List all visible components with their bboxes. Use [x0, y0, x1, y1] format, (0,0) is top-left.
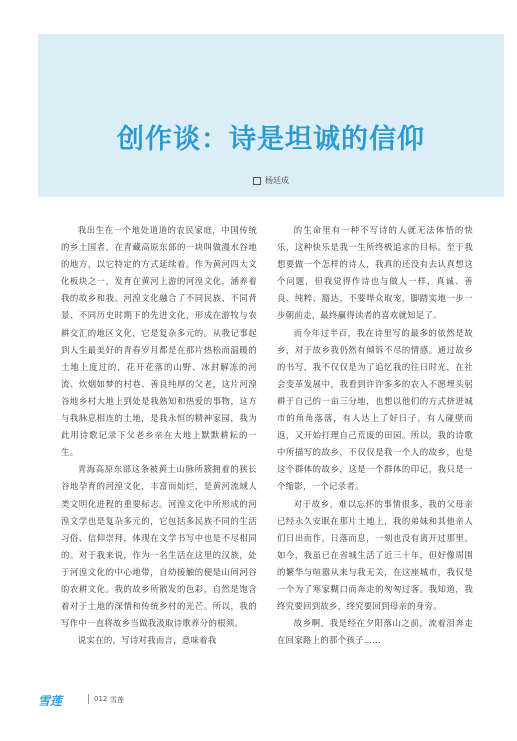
magazine-name: 雪莲	[110, 696, 124, 704]
article-column-left	[61, 222, 257, 649]
page-number: 012	[94, 695, 108, 703]
article-title: 创作谈：诗是坦诚的信仰	[117, 124, 425, 155]
paragraph: 故乡啊，我是经在夕阳落山之前，流着泪奔走在回家路上的那个孩子……	[277, 618, 473, 646]
byline-box-icon	[253, 177, 261, 185]
footer-divider	[88, 694, 89, 704]
paragraph: 对于故乡，难以忘怀的事情很多，我的父母亲已经永久安眠在那片土地上，我的弟妹和其他亲人们日出而作，日落而息，一刻也没有离开过那里。如今，我虽已在省城生活了近三十年，但好像周围的繁华与喧嚣从来与我无关，在这座城市，我仅是一个为了寒家糊口而奔走的匆匆过客。我知道，我终究要回到故乡，终究要回到母亲的身旁。	[277, 498, 473, 612]
paragraph: 我出生在一个地处道道的农民家庭，中国传统的乡土国者，在青藏高原东部的一块叫做漫水谷地的地方，以它特定的方式延续着。作为黄河四大文化板块之一，发育在黄河上游的河湟文化，涵养着我的故乡和我。河湟文化融合了不同民族、不同背景、不同历史时期下的先进文化，形成在游牧与农耕交汇的地区文化，它是复杂多元的。从我记事起到人生最美好的青春岁月都是在那片热松而温暖的土地上度过的，花开花落的山野、冰封解冻的河流、炊烟如梦的村巷、善良纯厚的父老，这片河湟谷地乡村大地上到处是我熟知和热爱的事物，这方与我脉息相连的土地，是我永恒的精神家园，我为此用诗歌记录下父老乡亲在大地上默默耕耘的一生。	[61, 225, 257, 458]
header-band	[38, 34, 504, 197]
paragraph: 说实在的，写诗对我而言，意味着我	[77, 635, 217, 646]
byline	[38, 175, 504, 186]
page-footer	[38, 692, 238, 708]
magazine-logo: 雪莲	[38, 694, 63, 708]
author-name: 杨廷成	[265, 176, 289, 185]
paragraph: 而今年过半百，我在诗里写的最多的依然是故乡，对于故乡我仍然有倾诉不尽的情感。通过故乡的书写，我不仅仅是为了追忆我的往日时光，在社会变革发展中，我看到许许多多的农人不愿埋头躬耕于自己的一亩三分地，也想以他们的方式挤进城市的角角落落，有人达上了好日子，有人碰壁而返，又开始打理自己荒废的田园。所以，我的诗歌中所描写的故乡，不仅仅是我一个人的故乡，也是这个群体的故乡，这是一个群体的印记，我只是一个缩影，一个记录者。	[277, 327, 473, 492]
paragraph: 的生命里有一种不写诗的人就无法体悟的快乐，这种快乐是我一生所终极追求的目标。至于我想要做一个怎样的诗人，我真的还没有去认真想这个问题，但我觉得作诗也与做人一样，真诚、善良、纯粹、豁达，不要哗众取宠，脚踏实地一步一步朝前走，最终赢得读者的喜欢就知足了。	[277, 225, 473, 321]
paragraph: 青海高原东部这条被黄土山脉所簇拥着的狭长谷地孕育的河湟文化，丰富而灿烂，是黄河流域人类文明化进程的重要标志。河湟文化中所形成的河湟文学也是复杂多元的，它包括多民族不同的生活习俗、信仰崇拜，体现在文学书写中也是不尽相同的。对于我来说，作为一名生活在这里的汉族，处于河湟文化的中心地带，自幼接触的便是山间河谷的农耕文化。我的故乡所散发的色彩，自然是饱含着对于土地的深情和传统乡村的光芒。所以，我的写作中一直将故乡当做我汲取诗歌养分的根须。	[61, 464, 257, 629]
article-column-right	[277, 222, 473, 649]
